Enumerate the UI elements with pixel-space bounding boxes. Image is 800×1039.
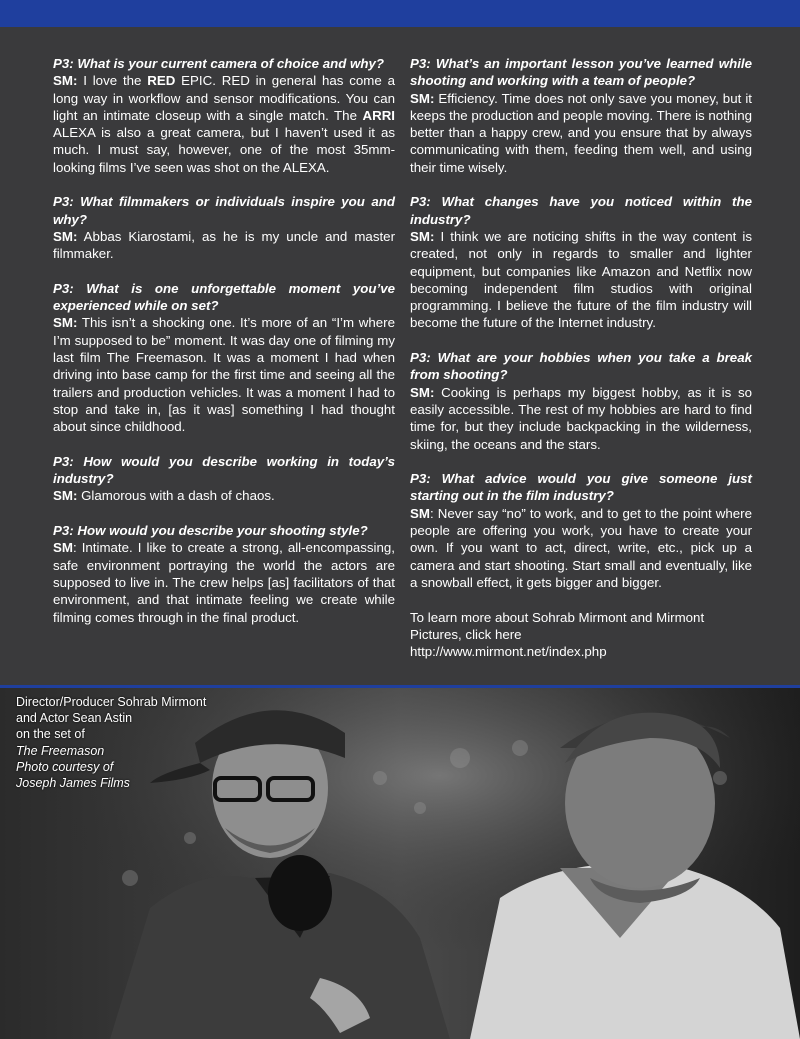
qa-block [53,453,395,505]
qa-block [410,470,752,591]
answer-text: Abbas Kiarostami, as he is my uncle and master filmmaker. [53,228,395,262]
question: P3: How would you describe your shooting style? [53,523,368,539]
answer-text: This isn’t a shocking one. It’s more of an “I’m where I’m supposed to be” moment. It was day one of filming my last film The Freemason. It was a moment I had when driving into base camp for the first time and seeing all the trailers and production vehicles. It was a moment I had to stop and take in, [as it was] something I had thought about since childhood. [53,315,395,435]
top-color-bar [0,0,800,27]
caption-line: Director/Producer Sohrab Mirmont [16,695,207,709]
photo-caption [16,694,236,791]
qa-block [53,280,395,436]
answer [410,228,752,332]
qa-block [410,349,752,453]
answer-text: : Never say “no” to work, and to get to the point where people are offering you work, you have to create your own. If you want to act, direct, write, etc., pick up a camera and start shooting. Start small and eventually, like a snowball effect, it gets bigger and bigger. [410,505,752,590]
answer [410,384,752,453]
caption-line: on the set of [16,727,85,742]
answer [53,539,395,625]
question: P3: How would you describe working in today’s industry? [53,453,395,487]
promo-link[interactable]: http://www.mirmont.net/index.php [410,644,607,660]
answer-speaker: SM: [410,90,435,106]
question: P3: What are your hobbies when you take a break from shooting? [410,350,752,383]
answer-text: Glamorous with a dash of chaos. [77,488,275,504]
answer-speaker: SM: [53,228,78,244]
question: P3: What changes have you noticed within the industry? [410,194,752,227]
qa-block [53,55,395,176]
answer-text: I think we are noticing shifts in the way content is created, not only in regards to smaller and lighter equipment, but companies like Amazon and Netflix now becoming independent film studios with original programming. I believe the future of the film industry will become the future of the Internet industry. [410,228,752,331]
question: P3: What’s an important lesson you’ve learned while shooting and working with a team of people? [410,56,752,89]
answer-speaker: SM [53,540,73,556]
answer [53,487,395,504]
answer-speaker: SM: [53,315,78,331]
caption-credit: Joseph James Films [16,776,130,791]
question: P3: What is your current camera of choice and why? [53,56,385,71]
caption-film-title: The Freemason [16,743,105,758]
answer-emphasis: ARRI [362,107,395,123]
answer-speaker: SM: [410,228,435,244]
answer-text: : Intimate. I like to create a strong, all-encompassing, safe environment portraying the world the actors are supposed to live in. The crew helps [as] facilitators of that environment, and that intimate feeling we create while filming comes through in the final product. [53,540,395,625]
question: P3: What filmmakers or individuals inspire you and why? [53,194,395,227]
answer-speaker: SM [410,505,430,521]
qa-block [53,522,395,626]
answer-text: Cooking is perhaps my biggest hobby, as it is so easily accessible. The rest of my hobbies are hard to find time for, but they include backpacking in the wilderness, skiing, the oceans and the stars. [410,384,752,452]
answer-text: EPIC. RED in general has come a long way in workflow and sensor modifications. You can light an intimate closeup with a single match. The [53,73,395,123]
qa-block [410,55,752,176]
answer [53,72,395,176]
interview-panel [0,27,800,685]
answer [53,314,395,435]
set-photo [0,688,800,1039]
answer [53,228,395,263]
promo-block [410,609,752,661]
qa-block [53,193,395,262]
answer [410,505,752,591]
caption-line: and Actor Sean Astin [16,711,133,726]
answer-speaker: SM: [53,73,78,89]
answer [410,90,752,176]
right-column [410,55,752,660]
caption-credit: Photo courtesy of [16,759,114,774]
right-qa-list [410,55,752,591]
answer-text: ALEXA is also a great camera, but I haven’t used it as much. I must say, however, one of the most 35mm-looking films I’ve seen was shot on the ALEXA. [53,125,395,175]
answer-text: I love the [77,73,148,89]
answer-text: Efficiency. Time does not only save you money, but it keeps the production and people moving. There is nothing better than a happy crew, and you ensure that by always communicating with them, feeding them well, and using their time wisely. [410,90,753,175]
answer-emphasis: RED [147,73,176,89]
answer-speaker: SM: [53,488,78,504]
promo-text: To learn more about Sohrab Mirmont and Mirmont Pictures, click here [410,609,705,642]
answer-speaker: SM: [410,384,435,400]
qa-block [410,193,752,331]
question: P3: What advice would you give someone just starting out in the film industry? [410,471,752,504]
question: P3: What is one unforgettable moment you’ve experienced while on set? [53,280,395,314]
left-column [53,55,395,643]
